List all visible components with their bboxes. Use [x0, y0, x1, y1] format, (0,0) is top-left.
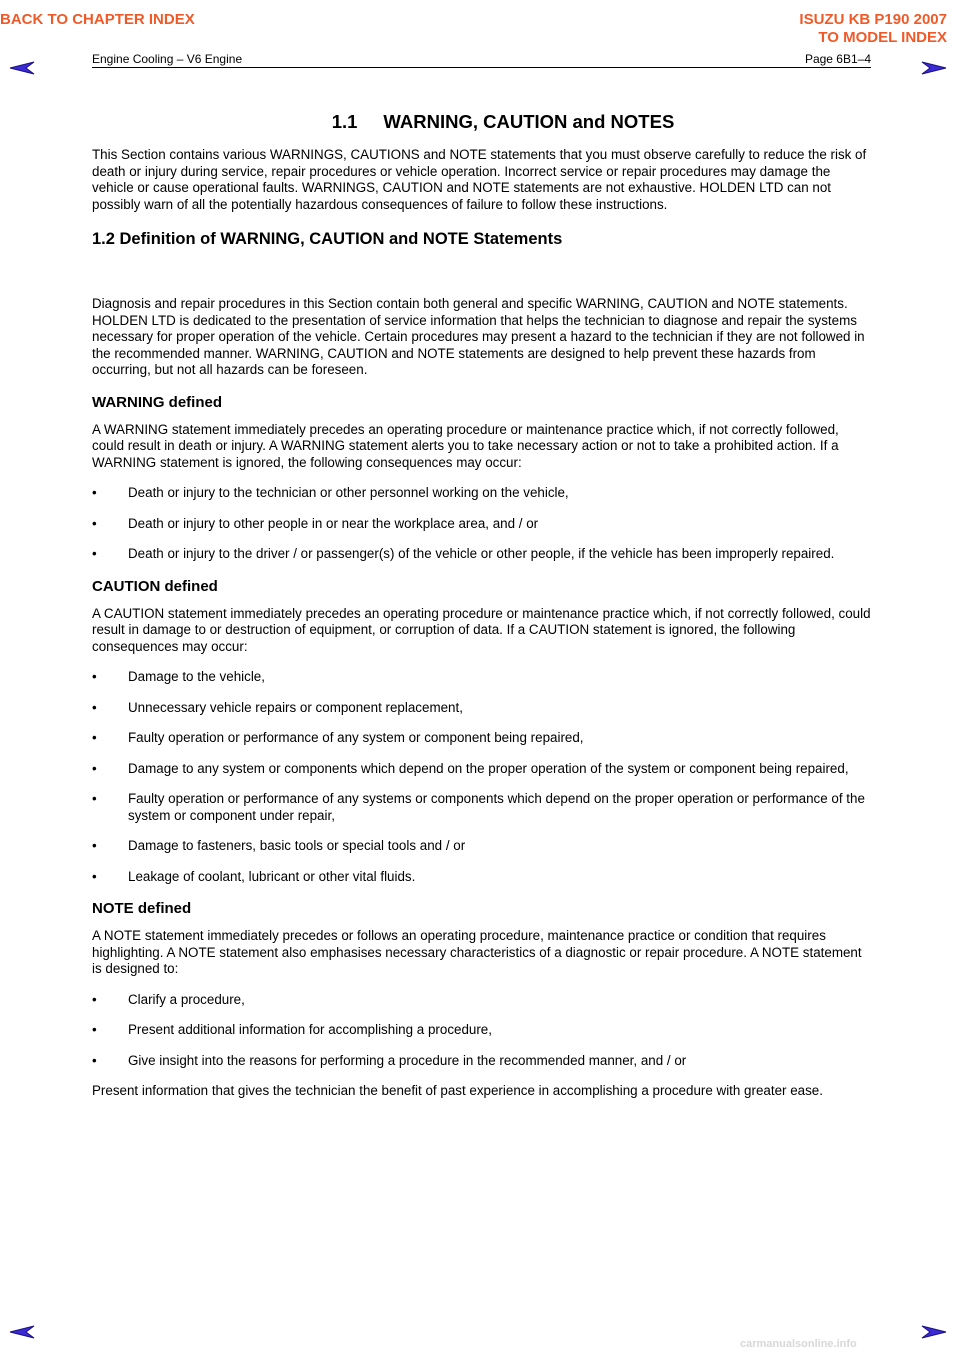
list-item: • Faulty operation or performance of any system or component being repaired, — [92, 730, 874, 747]
arrow-left-icon[interactable] — [8, 60, 36, 76]
caution-title: CAUTION defined — [92, 577, 218, 595]
list-item: • Clarify a procedure, — [92, 992, 874, 1009]
warning-list — [92, 485, 874, 563]
note-closing: Present information that gives the technician the benefit of past experience in accomplishing a procedure with greater ease. — [92, 1083, 823, 1098]
model-index-links — [799, 11, 947, 47]
section-1-2-title: 1.2 Definition of WARNING, CAUTION and NOTE Statements — [92, 230, 563, 248]
section-number: 1.1 — [331, 111, 358, 132]
list-item: • Death or injury to the driver / or passenger(s) of the vehicle or other people, if the vehicle has been improperly repaired. — [92, 546, 874, 563]
note-title: NOTE defined — [92, 900, 192, 917]
arrow-right-icon[interactable] — [920, 60, 948, 76]
header-chapter: Engine Cooling – V6 Engine — [92, 52, 243, 66]
arrow-left-icon[interactable] — [8, 1324, 36, 1340]
header-page-number: Page 6B1–4 — [804, 52, 871, 66]
section-1-1-title — [92, 111, 874, 133]
list-item: • Present additional information for accomplishing a procedure, — [92, 1022, 874, 1039]
note-list — [92, 992, 874, 1070]
list-item: • Damage to the vehicle, — [92, 669, 874, 686]
note-body: A NOTE statement immediately precedes or follows an operating procedure, maintenance practice or condition that requires highlighting. A NOTE statement also emphasises necessary characteristics of a diagnostic or repair procedure. A NOTE statement is designed to: — [92, 928, 862, 976]
list-item: • Damage to fasteners, basic tools or special tools and / or — [92, 838, 874, 855]
arrow-right-icon[interactable] — [920, 1324, 948, 1340]
list-item: • Leakage of coolant, lubricant or other vital fluids. — [92, 869, 874, 886]
page-content — [92, 111, 874, 1100]
warning-title: WARNING defined — [92, 393, 222, 411]
back-to-chapter-index-link[interactable]: BACK TO CHAPTER INDEX — [0, 11, 195, 28]
list-item: • Faulty operation or performance of any systems or components which depend on the proper operation or performance of the system or component under repair, — [92, 791, 874, 824]
header-divider — [92, 67, 871, 68]
watermark: carmanualsonline.info — [740, 1338, 857, 1350]
caution-list — [92, 669, 874, 885]
list-item: • Damage to any system or components which depend on the proper operation of the system or component being repaired, — [92, 761, 874, 778]
warning-body: A WARNING statement immediately precedes an operating procedure or maintenance practice which, if not correctly followed, could result in death or injury. A WARNING statement alerts you to take necessary action or not to take a prohibited action. If a WARNING statement is ignored, the following consequences may occur: — [92, 421, 839, 470]
to-model-index-link[interactable]: TO MODEL INDEX — [818, 29, 947, 46]
model-title-link[interactable]: ISUZU KB P190 2007 — [799, 11, 947, 28]
caution-body: A CAUTION statement immediately precedes an operating procedure or maintenance practice which, if not correctly followed, could result in damage to or destruction of equipment, or corruption of data. If a CAUTION statement is ignored, the following consequences may occur: — [92, 605, 871, 654]
section-1-2-body: Diagnosis and repair procedures in this Section contain both general and specific WARNING, CAUTION and NOTE statements. HOLDEN LTD is dedicated to the presentation of service information that helps the technician to diagnose and repair the systems necessary for proper operation of the vehicle. Certain procedures may present a hazard to the technician if they are not followed in the recommended manner. WARNING, CAUTION and NOTE statements are designed to help prevent these hazards from occurring, but not all hazards can be foreseen. — [92, 296, 865, 377]
list-item: • Death or injury to the technician or other personnel working on the vehicle, — [92, 485, 874, 502]
list-item: • Give insight into the reasons for performing a procedure in the recommended manner, and / or — [92, 1053, 874, 1070]
section-title-text: WARNING, CAUTION and NOTES — [383, 111, 675, 132]
list-item: • Unnecessary vehicle repairs or component replacement, — [92, 700, 874, 717]
section-1-1-body: This Section contains various WARNINGS, CAUTIONS and NOTE statements that you must observe carefully to reduce the risk of death or injury during service, repair procedures or vehicle operation. Incorrect service or repair procedures may damage the vehicle or cause operational faults. WARNINGS, CAUTION and NOTE statements are not exhaustive. HOLDEN LTD can not possibly warn of all the potentially hazardous consequences of failure to follow these instructions. — [92, 147, 867, 212]
page-header — [92, 52, 871, 66]
list-item: • Death or injury to other people in or near the workplace area, and / or — [92, 516, 874, 533]
